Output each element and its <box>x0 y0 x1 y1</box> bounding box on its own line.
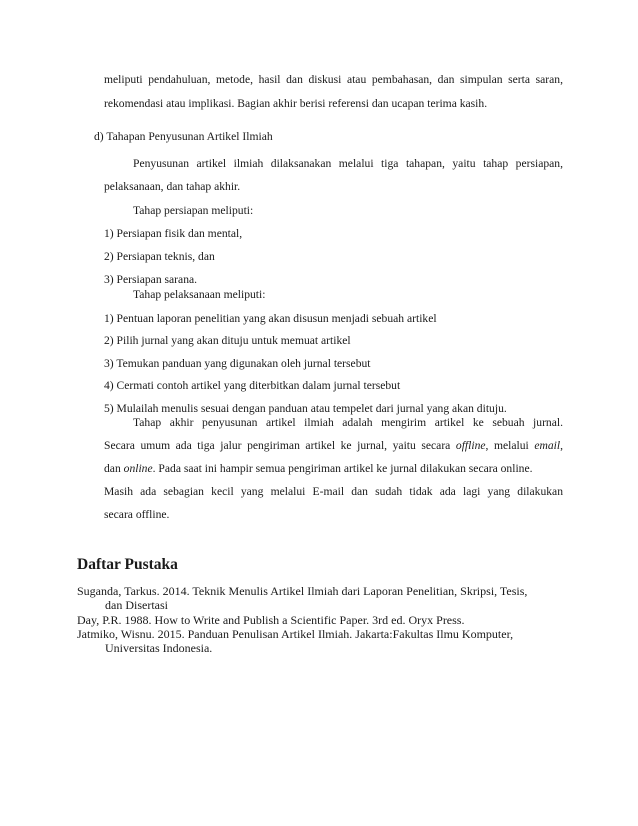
exec-item: 3) Temukan panduan yang digunakan oleh jurnal tersebut <box>104 357 371 370</box>
exec-intro: Tahap pelaksanaan meliputi: <box>133 288 266 301</box>
online-term: online <box>123 462 153 475</box>
final-line-5: secara offline. <box>104 508 170 521</box>
intro-line-1: meliputi pendahuluan, metode, hasil dan diskusi atau pembahasan, dan simpulan serta saran, <box>104 73 563 86</box>
final-line-4: Masih ada sebagian kecil yang melalui E-mail dan sudah tidak ada lagi yang dilakukan <box>104 485 563 498</box>
final-line-2: Secara umum ada tiga jalur pengiriman artikel ke jurnal, yaitu secara offline, melalui email, <box>104 439 564 452</box>
reference-line: Suganda, Tarkus. 2014. Teknik Menulis Artikel Ilmiah dari Laporan Penelitian, Skripsi, Tesis, <box>77 584 528 598</box>
reference-line: Jatmiko, Wisnu. 2015. Panduan Penulisan Artikel Ilmiah. Jakarta:Fakultas Ilmu Komputer, <box>77 627 514 641</box>
exec-item: 1) Pentuan laporan penelitian yang akan disusun menjadi sebuah artikel <box>104 312 437 325</box>
prep-item: 2) Persiapan teknis, dan <box>104 250 215 263</box>
section-d-title: d) Tahapan Penyusunan Artikel Ilmiah <box>94 130 273 143</box>
prep-item: 3) Persiapan sarana. <box>104 273 198 286</box>
prep-item: 1) Persiapan fisik dan mental, <box>104 227 243 240</box>
reference-line-continuation: dan Disertasi <box>105 598 168 612</box>
final-line-3: dan online. Pada saat ini hampir semua pengiriman artikel ke jurnal dilakukan secara online. <box>104 462 533 475</box>
reference-line: Day, P.R. 1988. How to Write and Publish a Scientific Paper. 3rd ed. Oryx Press. <box>77 613 465 627</box>
email-term: email <box>534 439 561 452</box>
final-line-1: Tahap akhir penyusunan artikel ilmiah adalah mengirim artikel ke sebuah jurnal. <box>133 416 563 429</box>
offline-term: offline <box>455 439 486 452</box>
exec-item: 2) Pilih jurnal yang akan dituju untuk memuat artikel <box>104 334 351 347</box>
intro-line-2: rekomendasi atau implikasi. Bagian akhir berisi referensi dan ucapan terima kasih. <box>104 97 488 110</box>
bibliography-heading: Daftar Pustaka <box>77 556 178 573</box>
reference-line-continuation: Universitas Indonesia. <box>105 641 213 655</box>
exec-item: 4) Cermati contoh artikel yang diterbitkan dalam jurnal tersebut <box>104 379 401 392</box>
section-d-para1-line-1: Penyusunan artikel ilmiah dilaksanakan melalui tiga tahapan, yaitu tahap persiapan, <box>133 157 563 170</box>
section-d-para1-line-2: pelaksanaan, dan tahap akhir. <box>104 180 241 193</box>
prep-intro: Tahap persiapan meliputi: <box>133 204 254 217</box>
exec-item: 5) Mulailah menulis sesuai dengan panduan atau tempelet dari jurnal yang akan dituju. <box>104 402 507 415</box>
